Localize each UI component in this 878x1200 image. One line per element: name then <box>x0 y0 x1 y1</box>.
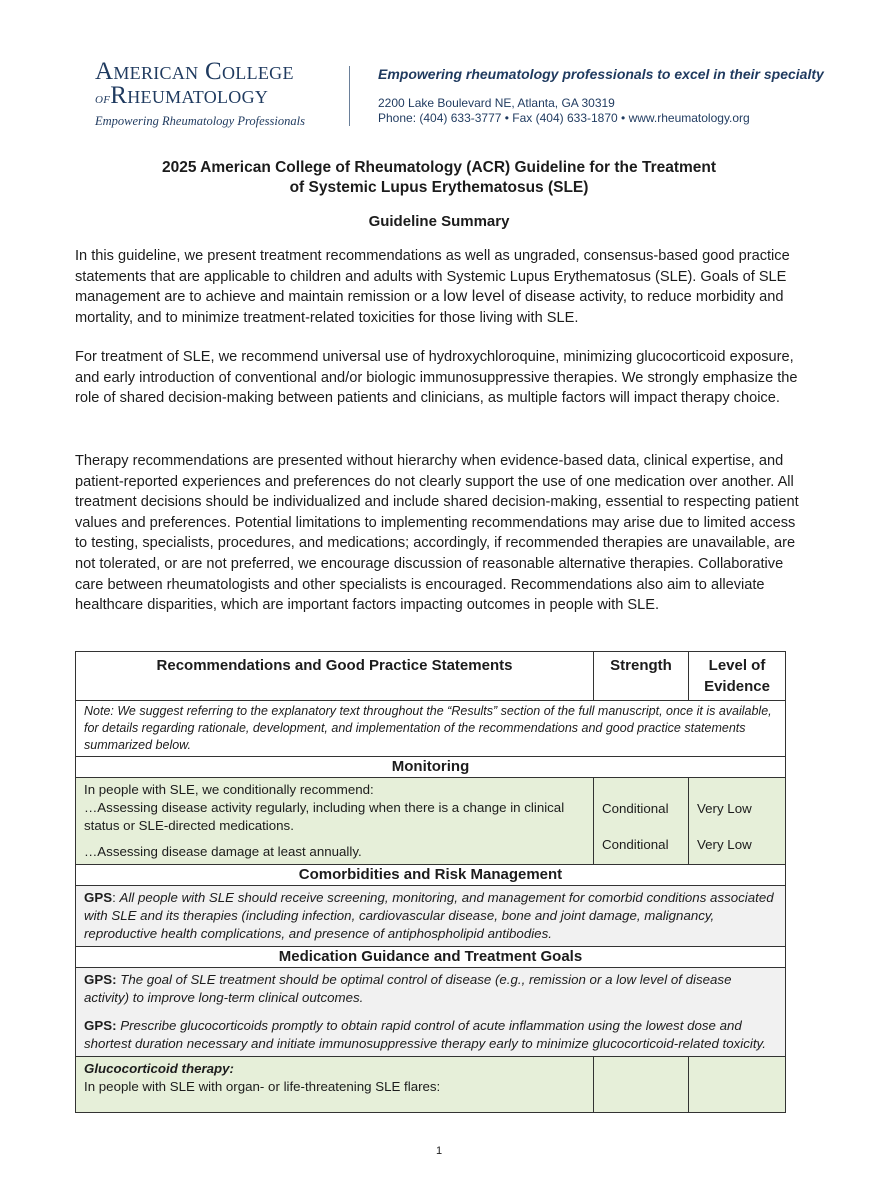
medication-row <box>76 968 786 1057</box>
section-monitoring: Monitoring <box>76 757 786 778</box>
evidence-2: Very Low <box>697 837 752 852</box>
header-strength: Strength <box>594 652 689 701</box>
comorbidities-row <box>76 886 786 947</box>
p1-part-b: low level <box>443 288 505 306</box>
monitoring-rec-1: …Assessing disease activity regularly, including when there is a change in clinical status or SLE-directed medications. <box>84 800 565 833</box>
monitoring-intro: In people with SLE, we conditionally recommend: <box>84 782 374 797</box>
header-evidence: Level of Evidence <box>689 652 786 701</box>
medication-heading-row <box>76 947 786 968</box>
p1-part-c: of disease activity, to reduce morbidity and mortality, and to minimize treatment-related toxicities for those living with SLE. <box>75 289 784 326</box>
gps2-text: Prescribe glucocorticoids promptly to obtain rapid control of acute inflammation using the lowest dose and shortest duration necessary and initiate immunosuppressive therapy early to minimize glucocorticoid-related toxicity. <box>84 1018 766 1051</box>
gps2-label: GPS: <box>84 1018 117 1033</box>
title-line2: of Systemic Lupus Erythematosus (SLE) <box>289 179 589 196</box>
logo-line1: American College <box>95 58 294 85</box>
logo-of: of <box>95 91 111 107</box>
glucocorticoid-cell <box>76 1057 594 1113</box>
header-address: 2200 Lake Boulevard NE, Atlanta, GA 30319 <box>378 96 615 110</box>
evidence-1: Very Low <box>697 801 752 816</box>
glucocorticoid-heading: Glucocorticoid therapy: <box>84 1061 234 1076</box>
monitoring-recommendations <box>76 778 594 865</box>
monitoring-rec-2: …Assessing disease damage at least annually. <box>84 844 362 859</box>
p1-part-a: In this guideline, we present treatment recommendations as well as ungraded, consensus-based good practice statements that are applicable to children and adults with Systemic Lupus Erythematosus (SLE). Goals of SLE management are to achieve and maintain remission or a <box>75 248 790 306</box>
logo-tagline: Empowering Rheumatology Professionals <box>95 114 305 128</box>
header-divider <box>349 66 350 126</box>
header-recommendations: Recommendations and Good Practice Statements <box>76 652 594 701</box>
page-number: 1 <box>435 1145 443 1157</box>
paragraph-treatment: For treatment of SLE, we recommend universal use of hydroxychloroquine, minimizing glucocorticoid exposure, and early introduction of conventional and/or biologic immunosuppressive therapies. We strongly emphasize the role of shared decision-making between patients and clinicians, as multiple factors will impact therapy choice. <box>75 349 798 407</box>
monitoring-evidence <box>689 778 786 865</box>
note-row <box>76 701 786 757</box>
header-tagline: Empowering rheumatology professionals to excel in their specialty <box>378 66 824 82</box>
glucocorticoid-evidence <box>689 1057 786 1113</box>
table-note: Note: We suggest referring to the explanatory text throughout the “Results” section of the full manuscript, once it is available, for details regarding rationale, development, and implementation of the recommendations and good practice statements summarized below. <box>76 701 786 757</box>
comorbidities-gps: GPS: All people with SLE should receive screening, monitoring, and management for comorbid conditions associated with SLE and its therapies (including infection, cardiovascular disease, bone and joint damage, malignancy, reproductive health complications, and presence of antiphospholipid antibodies. <box>76 886 786 947</box>
glucocorticoid-strength <box>594 1057 689 1113</box>
gps1-label: GPS: <box>84 972 117 987</box>
medication-gps <box>76 968 786 1057</box>
gps-label: GPS <box>84 890 113 905</box>
comorbidities-heading-row <box>76 865 786 886</box>
document-subtitle: Guideline Summary <box>368 213 510 230</box>
glucocorticoid-row <box>76 1057 786 1113</box>
glucocorticoid-intro: In people with SLE with organ- or life-threatening SLE flares: <box>84 1079 441 1094</box>
header-contact: Phone: (404) 633-3777 • Fax (404) 633-1870 • www.rheumatology.org <box>378 111 750 125</box>
table-header-row <box>76 652 786 701</box>
gps1-text: The goal of SLE treatment should be optimal control of disease (e.g., remission or a low level of disease activity) to improve long-term clinical outcomes. <box>84 972 732 1005</box>
strength-1: Conditional <box>602 801 669 816</box>
gps-text: All people with SLE should receive screening, monitoring, and management for comorbid conditions associated with SLE and its therapies (including infection, cardiovascular disease, bone and joint damage, malignancy, reproductive health complications, and presence of antiphospholipid antibodies. <box>84 890 774 941</box>
recommendations-table <box>75 651 786 1113</box>
strength-2: Conditional <box>602 837 669 852</box>
monitoring-strength <box>594 778 689 865</box>
monitoring-row <box>76 778 786 865</box>
paragraph-intro <box>75 246 805 328</box>
acr-logo <box>95 60 335 129</box>
header-address-block <box>378 96 750 126</box>
logo-rheumatology: Rheumatology <box>110 82 269 109</box>
section-comorbidities: Comorbidities and Risk Management <box>76 865 786 886</box>
section-medication: Medication Guidance and Treatment Goals <box>76 947 786 968</box>
monitoring-heading-row <box>76 757 786 778</box>
paragraph-therapy: Therapy recommendations are presented without hierarchy when evidence-based data, clinical expertise, and patient-reported experiences and preferences do not clearly support the use of one medication over another. All treatment decisions should be individualized and include shared decision-making, essential to respecting patient values and preferences. Potential limitations to implementing recommendations may arise due to limited access to testing, specialists, procedures, and medications; accordingly, if recommended therapies are unavailable, are not tolerated, or are not preferred, we encourage discussion of reasonable alternative therapies. Collaborative care between rheumatologists and other specialists is encouraged. Recommendations also aim to alleviate healthcare disparities, which are important factors impacting outcomes in people with SLE. <box>75 453 799 614</box>
logo-line2 <box>95 84 335 111</box>
title-line1: 2025 American College of Rheumatology (ACR) Guideline for the Treatment <box>161 159 717 176</box>
document-title <box>0 158 878 198</box>
